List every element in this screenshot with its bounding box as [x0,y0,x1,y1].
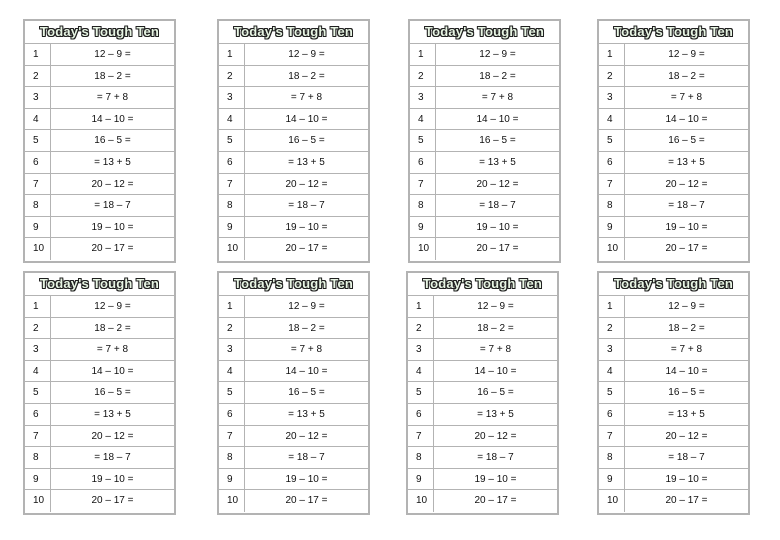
problem-number: 3 [219,87,245,108]
problem-row [599,296,748,318]
problem-text: 16 – 5 = [94,387,131,399]
card-title: Today's Tough Ten [219,21,368,44]
problem-row [219,339,368,361]
problem-text: = 13 + 5 [668,156,705,168]
problem-number: 6 [25,404,51,425]
problem-row [25,152,174,174]
problem-number: 4 [25,109,51,130]
problem-text: = 7 + 8 [481,92,514,104]
tough-ten-card [217,19,370,263]
problem-text: = 13 + 5 [477,408,514,420]
problem-text: 14 – 10 = [665,113,708,125]
problem-row [410,87,559,109]
problem-text: = 7 + 8 [670,344,703,356]
problem-row [25,404,174,426]
problem-row [25,447,174,469]
problem-row [219,109,368,131]
problem-text: 14 – 10 = [476,113,519,125]
problem-number: 5 [408,382,434,403]
problem-row [599,339,748,361]
problem-row [408,339,557,361]
problem-text: 12 – 9 = [477,301,514,312]
problem-row [219,469,368,491]
tough-ten-card [23,19,176,263]
problem-number: 9 [219,217,245,238]
problem-row [410,195,559,217]
problem-text: = 18 – 7 [477,452,514,464]
tough-ten-card [597,271,750,515]
problem-row [599,447,748,469]
problem-text: = 7 + 8 [96,344,129,356]
problem-number: 1 [219,296,245,317]
problem-row [25,217,174,239]
problem-row [599,318,748,340]
problem-number: 5 [25,382,51,403]
problem-text: 19 – 10 = [665,221,708,233]
problem-row [408,361,557,383]
card-title: Today's Tough Ten [599,21,748,44]
problem-row [219,130,368,152]
problem-text: 16 – 5 = [288,387,325,399]
problem-number: 3 [599,339,625,360]
problem-text: 18 – 2 = [288,322,325,334]
problem-number: 5 [599,130,625,151]
problem-number: 7 [25,174,51,195]
card-title: Today's Tough Ten [410,21,559,44]
problem-number: 9 [599,217,625,238]
problem-row [599,426,748,448]
problem-text: 20 – 17 = [665,243,708,255]
problem-number: 10 [25,490,51,512]
problem-row [219,66,368,88]
problem-number: 8 [25,195,51,216]
problem-text: = 13 + 5 [288,408,325,420]
problem-row [599,217,748,239]
problem-row [599,195,748,217]
problem-row [219,318,368,340]
problem-number: 5 [219,382,245,403]
problem-text: = 13 + 5 [479,156,516,168]
card-title: Today's Tough Ten [25,273,174,296]
problem-number: 10 [599,490,625,512]
problem-row [410,109,559,131]
problem-row [25,339,174,361]
problem-text: 18 – 2 = [479,70,516,82]
problem-number: 8 [599,195,625,216]
problem-text: = 18 – 7 [94,452,131,464]
problem-text: 18 – 2 = [94,70,131,82]
problem-text: 20 – 17 = [91,243,134,255]
problem-row [25,382,174,404]
problem-row [25,87,174,109]
problem-row [219,44,368,66]
problem-row [219,382,368,404]
problem-number: 4 [219,109,245,130]
problem-number: 10 [408,490,434,512]
problem-number: 6 [410,152,436,173]
problem-number: 6 [408,404,434,425]
problem-text: = 7 + 8 [96,92,129,104]
problem-number: 8 [25,447,51,468]
problem-number: 5 [25,130,51,151]
problem-number: 4 [408,361,434,382]
tough-ten-card [217,271,370,515]
problem-row [219,426,368,448]
problem-row [408,447,557,469]
problem-text: 16 – 5 = [668,135,705,147]
problem-number: 8 [219,195,245,216]
problem-text: 19 – 10 = [91,473,134,485]
problem-text: = 18 – 7 [668,452,705,464]
tough-ten-card [408,19,561,263]
problem-row [410,217,559,239]
tough-ten-card [23,271,176,515]
problem-text: = 18 – 7 [479,200,516,212]
problem-row [408,382,557,404]
problem-text: 20 – 17 = [285,243,328,255]
problem-text: 20 – 12 = [285,178,328,190]
problem-row [410,66,559,88]
problem-row [219,490,368,512]
problem-row [25,174,174,196]
problem-text: = 18 – 7 [288,200,325,212]
problem-number: 2 [25,318,51,339]
problem-row [25,66,174,88]
problem-row [408,426,557,448]
problem-row [408,469,557,491]
problem-row [219,87,368,109]
tough-ten-card [406,271,559,515]
problem-text: 16 – 5 = [668,387,705,399]
problem-number: 1 [408,296,434,317]
problem-row [410,130,559,152]
problem-number: 3 [25,87,51,108]
problem-number: 1 [25,296,51,317]
problem-row [219,296,368,318]
problem-number: 10 [219,490,245,512]
problem-text: 12 – 9 = [668,49,705,60]
problem-row [410,174,559,196]
problem-row [219,447,368,469]
problem-row [408,404,557,426]
problem-row [219,361,368,383]
problem-row [599,152,748,174]
problem-number: 9 [219,469,245,490]
problem-number: 7 [219,174,245,195]
problem-text: 16 – 5 = [477,387,514,399]
problem-text: 19 – 10 = [285,473,328,485]
problem-row [219,195,368,217]
problem-row [219,238,368,260]
problem-text: 12 – 9 = [288,49,325,60]
problem-text: = 13 + 5 [94,408,131,420]
problem-number: 10 [599,238,625,260]
problem-text: 20 – 17 = [665,495,708,507]
problem-row [25,296,174,318]
problem-row [25,469,174,491]
problem-text: 20 – 12 = [474,430,517,442]
card-title: Today's Tough Ten [219,273,368,296]
problem-number: 3 [410,87,436,108]
problem-number: 5 [219,130,245,151]
problem-row [599,361,748,383]
problem-row [219,404,368,426]
problem-number: 2 [410,66,436,87]
problem-text: 16 – 5 = [288,135,325,147]
problem-row [599,87,748,109]
problem-text: 19 – 10 = [665,473,708,485]
problem-text: 20 – 12 = [476,178,519,190]
problem-number: 5 [410,130,436,151]
problem-text: 20 – 17 = [285,495,328,507]
problem-text: 14 – 10 = [91,113,134,125]
problem-number: 7 [219,426,245,447]
problem-number: 1 [25,44,51,65]
problem-row [599,44,748,66]
problem-row [25,361,174,383]
problem-text: 16 – 5 = [479,135,516,147]
problem-number: 10 [219,238,245,260]
problem-row [219,217,368,239]
problem-row [219,152,368,174]
problem-text: = 13 + 5 [288,156,325,168]
problem-text: = 7 + 8 [290,92,323,104]
problem-text: 12 – 9 = [668,301,705,312]
problem-number: 2 [219,318,245,339]
problem-row [599,490,748,512]
problem-text: 14 – 10 = [285,113,328,125]
problem-number: 1 [599,296,625,317]
problem-row [219,174,368,196]
problem-row [599,382,748,404]
problem-text: 14 – 10 = [91,365,134,377]
problem-text: = 7 + 8 [479,344,512,356]
card-title: Today's Tough Ten [599,273,748,296]
card-title: Today's Tough Ten [408,273,557,296]
problem-row [25,44,174,66]
problem-text: 20 – 12 = [665,178,708,190]
problem-number: 6 [219,152,245,173]
problem-text: 14 – 10 = [285,365,328,377]
problem-number: 7 [408,426,434,447]
problem-text: 18 – 2 = [477,322,514,334]
problem-number: 6 [219,404,245,425]
problem-text: 20 – 12 = [285,430,328,442]
problem-text: 18 – 2 = [288,70,325,82]
problem-row [25,195,174,217]
problem-text: 19 – 10 = [474,473,517,485]
problem-number: 9 [410,217,436,238]
problem-number: 4 [410,109,436,130]
problem-text: 20 – 17 = [474,495,517,507]
problem-text: 12 – 9 = [288,301,325,312]
problem-text: = 18 – 7 [288,452,325,464]
problem-row [599,404,748,426]
problem-number: 2 [25,66,51,87]
problem-row [25,130,174,152]
problem-text: 20 – 12 = [665,430,708,442]
problem-row [25,426,174,448]
problem-number: 6 [599,404,625,425]
problem-number: 10 [410,238,436,260]
tough-ten-card [597,19,750,263]
problem-row [410,238,559,260]
problem-number: 9 [408,469,434,490]
problem-text: 18 – 2 = [668,322,705,334]
problem-row [599,130,748,152]
problem-row [25,109,174,131]
problem-number: 9 [25,217,51,238]
problem-number: 9 [25,469,51,490]
problem-row [25,490,174,512]
problem-number: 7 [25,426,51,447]
problem-row [408,296,557,318]
problem-number: 4 [219,361,245,382]
problem-row [25,238,174,260]
problem-row [599,66,748,88]
problem-number: 3 [599,87,625,108]
problem-number: 6 [599,152,625,173]
problem-text: = 18 – 7 [668,200,705,212]
problem-row [408,490,557,512]
problem-text: 18 – 2 = [668,70,705,82]
problem-text: = 13 + 5 [668,408,705,420]
problem-number: 7 [410,174,436,195]
problem-number: 8 [408,447,434,468]
problem-text: 14 – 10 = [474,365,517,377]
problem-row [410,44,559,66]
problem-number: 1 [599,44,625,65]
problem-text: = 7 + 8 [670,92,703,104]
problem-row [599,174,748,196]
problem-row [25,318,174,340]
problem-text: 12 – 9 = [94,49,131,60]
problem-number: 10 [25,238,51,260]
problem-number: 4 [599,361,625,382]
problem-number: 9 [599,469,625,490]
problem-text: 18 – 2 = [94,322,131,334]
card-title: Today's Tough Ten [25,21,174,44]
problem-text: 20 – 12 = [91,430,134,442]
problem-number: 8 [410,195,436,216]
problem-row [599,238,748,260]
problem-number: 7 [599,426,625,447]
problem-number: 2 [599,66,625,87]
problem-number: 4 [599,109,625,130]
problem-text: = 7 + 8 [290,344,323,356]
problem-text: 20 – 17 = [91,495,134,507]
problem-text: 20 – 12 = [91,178,134,190]
problem-text: 12 – 9 = [94,301,131,312]
problem-text: 14 – 10 = [665,365,708,377]
problem-number: 5 [599,382,625,403]
problem-number: 3 [25,339,51,360]
problem-text: 12 – 9 = [479,49,516,60]
problem-number: 7 [599,174,625,195]
problem-row [410,152,559,174]
problem-number: 2 [408,318,434,339]
problem-text: 19 – 10 = [285,221,328,233]
problem-row [408,318,557,340]
problem-number: 3 [219,339,245,360]
problem-number: 8 [219,447,245,468]
problem-number: 1 [410,44,436,65]
problem-number: 4 [25,361,51,382]
problem-text: 16 – 5 = [94,135,131,147]
problem-row [599,469,748,491]
problem-number: 2 [219,66,245,87]
problem-text: 20 – 17 = [476,243,519,255]
problem-text: 19 – 10 = [91,221,134,233]
problem-number: 2 [599,318,625,339]
problem-number: 6 [25,152,51,173]
problem-number: 1 [219,44,245,65]
problem-number: 8 [599,447,625,468]
problem-row [599,109,748,131]
problem-number: 3 [408,339,434,360]
problem-text: 19 – 10 = [476,221,519,233]
problem-text: = 18 – 7 [94,200,131,212]
problem-text: = 13 + 5 [94,156,131,168]
